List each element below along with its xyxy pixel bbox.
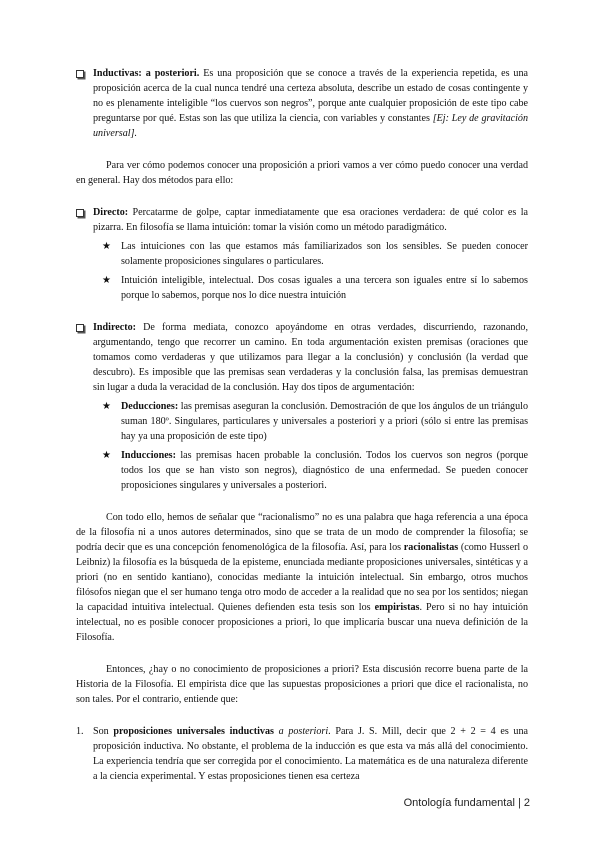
sub-bullet-text: las premisas hacen probable la conclusión. Todos los cuervos son negros (porque todos los que se han visto son negros), diagnóstico de una enfermedad. Se pueden conocer proposiciones singulares y universales a posteriori. xyxy=(121,450,528,491)
checkbox-bullet-icon xyxy=(76,70,84,78)
sub-bullet-sensibles xyxy=(93,239,528,269)
sub-bullet-text: las premisas aseguran la conclusión. Demostración de que los ángulos de un triángulo suman 180º. Singulares, particulares y universales a posteriori y a priori (sólo si entre las premisas hay ya una proposición de este tipo) xyxy=(121,401,528,442)
sub-bullet-title: Inducciones: xyxy=(121,450,176,461)
item-italic-text: a posteriori xyxy=(273,726,329,737)
item-text: . Para J. S. Mill, decir que 2 + 2 = 4 es una proposición inductiva. No obstante, el problema de la inducción es que esta va más allá del conocimiento. La experiencia tendría que ser corregida por el conocimiento. La matemática es de una naturaleza diferente a la ciencia experimental. Y estas proposiciones tienen esa certeza xyxy=(93,726,528,782)
page-content xyxy=(76,66,528,784)
term-empiristas: empiristas xyxy=(374,602,420,613)
sub-bullet-deducciones xyxy=(93,399,528,444)
sub-bullet-inteligible xyxy=(93,273,528,303)
paragraph-text: (como Husserl o Leibniz) la filosofía es la búsqueda de la episteme, enunciada mediante proposiciones universales, sintéticas y a priori (no en sentido kantiano), conocidas mediante la intuición intelectual. Sin embargo, otros muchos filósofos niegan que el ser humano tenga otro modo de acceder a la realidad que no sea por los sentidos; niegan la capacidad intuitiva intelectual. Quienes defienden esta tesis son los xyxy=(76,542,528,613)
star-icon: ★ xyxy=(102,275,111,286)
bullet-inductivas xyxy=(76,66,528,141)
star-icon: ★ xyxy=(102,401,111,412)
bullet-title: Inductivas: a posteriori. xyxy=(93,68,200,79)
star-icon: ★ xyxy=(102,241,111,252)
numbered-item-1 xyxy=(76,724,528,784)
bullet-title: Directo: xyxy=(93,207,129,218)
paragraph-racionalismo xyxy=(76,510,528,645)
item-text: Son xyxy=(93,726,114,737)
item-number: 1. xyxy=(76,726,84,737)
intro-paragraph: Para ver cómo podemos conocer una proposición a priori vamos a ver cómo puedo conocer una verdad en general. Hay dos métodos para ello: xyxy=(76,160,528,186)
bullet-indirecto xyxy=(76,320,528,395)
paragraph-text: . Pero si no hay intuición intelectual, no es posible conocer proposiciones a priori, lo que implicaría buscar una nueva definición de la Filosofía. xyxy=(76,602,528,643)
star-icon: ★ xyxy=(102,450,111,461)
paragraph-text: Con todo ello, hemos de señalar que “racionalismo” no es una palabra que haga referencia a una época de la filosofía ni a unos autores determinados, sino que se trata de un modo de comprender la filosofía; se podría decir que es una concepción fenomenológica de la filosofía. Así, para los xyxy=(76,512,528,553)
bullet-example: [Ej: Ley de gravitación universal]. xyxy=(93,113,528,139)
checkbox-bullet-icon xyxy=(76,209,84,217)
bullet-text: De forma mediata, conozco apoyándome en otras verdades, discurriendo, razonando, argumentando, tengo que recorrer un camino. En toda argumentación existen premisas (oraciones que tomamos como verdaderas y que utilizamos para llegar a la conclusión) y conclusión (la verdad que descubro). Es imposible que las premisas sean verdaderas y la conclusión falsa, las premisas demuestran sin lugar a duda la veracidad de la conclusión. Hay dos tipos de argumentación: xyxy=(93,322,528,393)
term-racionalistas: racionalistas xyxy=(403,542,459,553)
item-bold-text: proposiciones universales inductivas xyxy=(113,726,274,737)
sub-bullet-text: Las intuiciones con las que estamos más familiarizados son los sensibles. Se pueden conocer solamente proposiciones singulares o particulares. xyxy=(121,241,528,267)
bullet-title: Indirecto: xyxy=(93,322,136,333)
sub-bullet-title: Deducciones: xyxy=(121,401,179,412)
page-footer: Ontología fundamental | 2 xyxy=(403,797,530,809)
bullet-directo xyxy=(76,205,528,235)
sub-bullet-text: Intuición inteligible, intelectual. Dos cosas iguales a una tercera son iguales entre sí lo sabemos porque lo sabemos, porque nos lo dice nuestra intuición xyxy=(121,275,528,301)
bullet-text: Percatarme de golpe, captar inmediatamente que esa oraciones verdadera: de qué color es la pizarra. En filosofía se llama intuición: tomar la visión como un método paradigmático. xyxy=(93,207,528,233)
sub-bullet-inducciones xyxy=(93,448,528,493)
paragraph-discusion: Entonces, ¿hay o no conocimiento de proposiciones a priori? Esta discusión recorre buena parte de la Historia de la Filosofía. El empirista dice que las supuestas proposiciones a priori que dice el racionalista, no son tales. Por el contrario, entiende que: xyxy=(76,664,528,705)
bullet-text: Es una proposición que se conoce a través de la experiencia repetida, es una proposición acerca de la cual nunca tendré una certeza absoluta, describe un estado de cosas contingente y no es plenamente inteligible “los cuervos son negros”, porque ante cualquier proposición de este tipo cabe preguntarse por qué. Estas son las que utiliza la ciencia, con variables y constantes xyxy=(93,68,528,124)
checkbox-bullet-icon xyxy=(76,324,84,332)
